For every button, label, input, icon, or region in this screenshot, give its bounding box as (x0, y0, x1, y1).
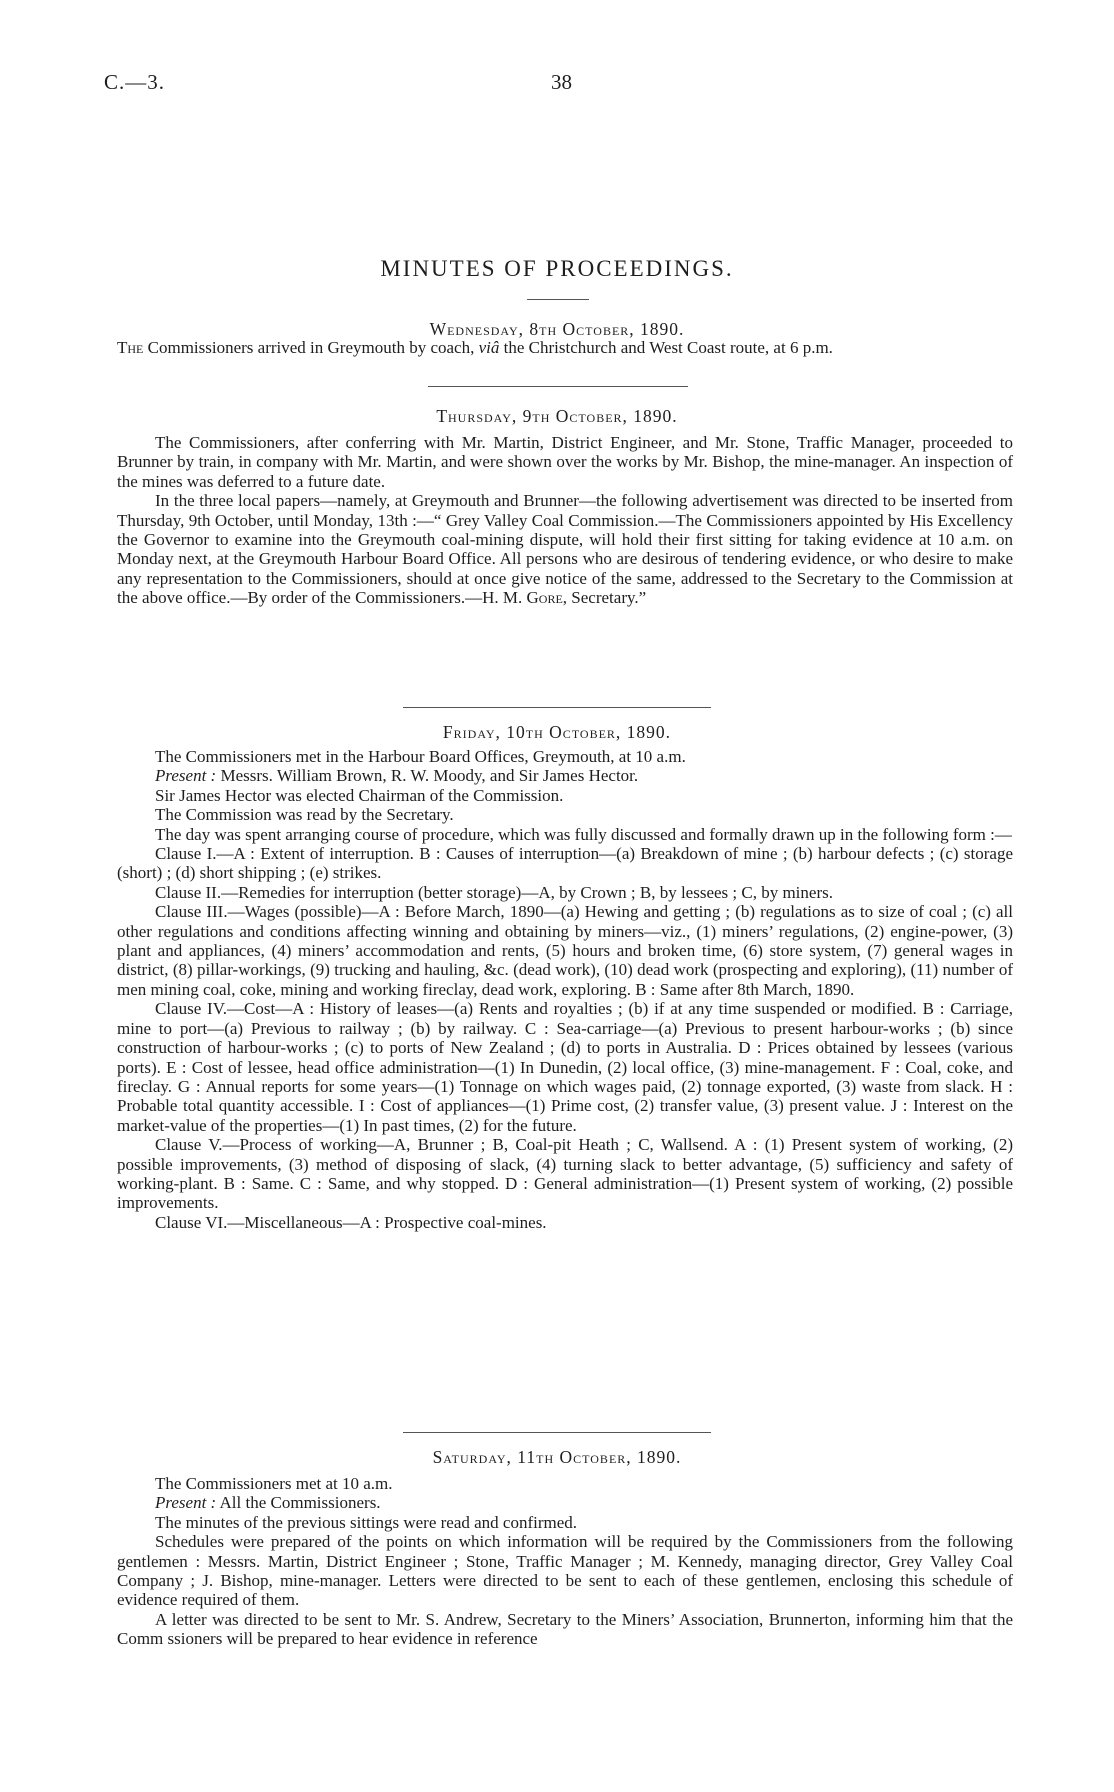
lead-word: The (117, 338, 144, 357)
text-fragment: In the three local papers—namely, at Greymouth and Brunner—the following advertisement was directed to be inserted from Thursday, 9th October, until Monday, 13th :—“ Grey Valley Coal Commission.—The Commissioners appointed by His Excellency the Governor to examine into the Greymouth coal-mining dispute, will hold their first sitting for taking evidence at 10 a.m. on Monday next, at the Greymouth Harbour Board Office. All persons who are desirous of tendering evidence, or who desire to make any representation to the Commissioners, should at once give notice of the same, addressed to the Secretary to the Commission at the above office.—By order of the Commissioners.—H. M. (117, 491, 1013, 608)
paragraph-letter: A letter was directed to be sent to Mr. S. Andrew, Secretary to the Miners’ Association, Brunnerton, informing him that the Comm ssioners will be prepared to hear evidence in reference (117, 1609, 1013, 1649)
section-divider (428, 386, 688, 387)
text-fragment-smallcaps: Gore (526, 588, 563, 608)
page-reference: C.—3. (104, 70, 166, 94)
paragraph-schedules: Schedules were prepared of the points on which information will be required by the Commissioners from the following gentlemen : Messrs. Martin, District Engineer ; Stone, Traffic Manager ; M. Kennedy, managing director, Grey Valley Coal Company ; J. Bishop, mine-manager. Letters were directed to be sent to each of these gentlemen, enclosing this schedule of evidence required of them. (117, 1532, 1013, 1610)
date-heading-wednesday: Wednesday, 8th October, 1890. (429, 319, 685, 339)
text-fragment-italic: viâ (478, 338, 500, 357)
present-names: Messrs. William Brown, R. W. Moody, and Sir James Hector. (216, 766, 639, 786)
paragraph-arrival (117, 338, 1013, 357)
section-divider (403, 1432, 711, 1433)
text-fragment: , Secretary.” (562, 588, 647, 608)
entry-thursday (117, 433, 1013, 608)
clause-6: Clause VI.—Miscellaneous—A : Prospective coal-mines. (155, 1212, 547, 1232)
paragraph-present (117, 766, 1013, 785)
text-fragment: the Christchurch and West Coast route, at 6 p.m. (499, 338, 833, 357)
paragraph-procedure: The day was spent arranging course of procedure, which was fully discussed and formally drawn up in the following form :— (155, 824, 1012, 844)
paragraph-inspection: The Commissioners, after conferring with Mr. Martin, District Engineer, and Mr. Stone, Traffic Manager, proceeded to Brunner by train, in company with Mr. Martin, and were shown over the works by Mr. Bishop, the mine-manager. An inspection of the mines was deferred to a future date. (117, 433, 1013, 491)
page-number: 38 (551, 70, 572, 94)
present-label: Present : (155, 1493, 217, 1513)
paragraph-meeting: The Commissioners met at 10 a.m. (155, 1474, 393, 1493)
date-heading-friday: Friday, 10th October, 1890. (442, 722, 672, 742)
paragraph-meeting: The Commissioners met in the Harbour Board Offices, Greymouth, at 10 a.m. (155, 747, 686, 766)
page-title: MINUTES OF PROCEEDINGS. (380, 256, 734, 281)
clause-2: Clause II.—Remedies for interruption (better storage)—A, by Crown ; B, by lessees ; C, by miners. (155, 882, 833, 902)
date-heading-saturday: Saturday, 11th October, 1890. (432, 1447, 682, 1467)
entry-saturday (117, 1474, 1013, 1649)
clause-5: Clause V.—Process of working—A, Brunner ; B, Coal-pit Heath ; C, Wallsend. A : (1) Present system of working, (2) possible improvements, (3) method of disposing of slack, (4) turning slack to better advantage, (5) sufficiency and safety of working-plant. B : Same. C : Same, and why stopped. D : General administration—(1) Present system of working, (2) possible improvements. (117, 1135, 1013, 1213)
entry-friday (117, 747, 1013, 1232)
paragraph-chairman: Sir James Hector was elected Chairman of the Commission. (155, 785, 564, 805)
present-names: All the Commissioners. (216, 1493, 381, 1513)
title-divider (527, 299, 589, 300)
paragraph-advertisement (117, 491, 1013, 607)
clause-1: Clause I.—A : Extent of interruption. B : Causes of interruption—(a) Breakdown of mine ; (b) harbour defects ; (c) storage (short) ; (d) short shipping ; (e) strikes. (117, 844, 1013, 883)
entry-wednesday (117, 338, 1013, 357)
date-heading-thursday: Thursday, 9th October, 1890. (436, 406, 678, 426)
clause-3: Clause III.—Wages (possible)—A : Before March, 1890—(a) Hewing and getting ; (b) regulations as to size of coal ; (c) all other regulations and conditions affecting winning and obtaining by miners—viz., (1) miners’ regulations, (2) engine-power, (3) plant and appliances, (4) miners’ accommodation and rents, (5) hours and broken time, (6) store system, (7) general wages in district, (8) pillar-workings, (9) trucking and hauling, &c. (dead work), (10) dead work (prospecting and exploring), (11) number of men mining coal, coke, mining and working fireclay, dead work, exploring. B : Same after 8th March, 1890. (117, 902, 1013, 999)
present-label: Present : (155, 766, 217, 786)
paragraph-commission-read: The Commission was read by the Secretary. (155, 805, 454, 825)
section-divider (403, 707, 711, 708)
text-fragment: Commissioners arrived in Greymouth by coach, (143, 338, 479, 357)
paragraph-minutes: The minutes of the previous sittings were read and confirmed. (155, 1512, 578, 1532)
clause-4: Clause IV.—Cost—A : History of leases—(a) Rents and royalties ; (b) if at any time suspended or modified. B : Carriage, mine to port—(a) Previous to railway ; (b) by railway. C : Sea-carriage—(a) Previous to present harbour-works ; (b) since construction of harbour-works ; (c) to ports of New Zealand ; (d) to ports in Australia. D : Prices obtained by lessees (various ports). E : Cost of lessee, head office administration—(1) In Dunedin, (2) local office, (3) mine-management. F : Coal, coke, and fireclay. G : Annual reports for some years—(1) Tonnage on which wages paid, (2) tonnage exported, (3) waste from slack. H : Probable total quantity accessible. I : Cost of appliances—(1) Prime cost, (2) transfer value, (3) present value. J : Interest on the market-value of the properties—(1) In past times, (2) for the future. (117, 999, 1013, 1135)
paragraph-present (117, 1493, 1013, 1512)
